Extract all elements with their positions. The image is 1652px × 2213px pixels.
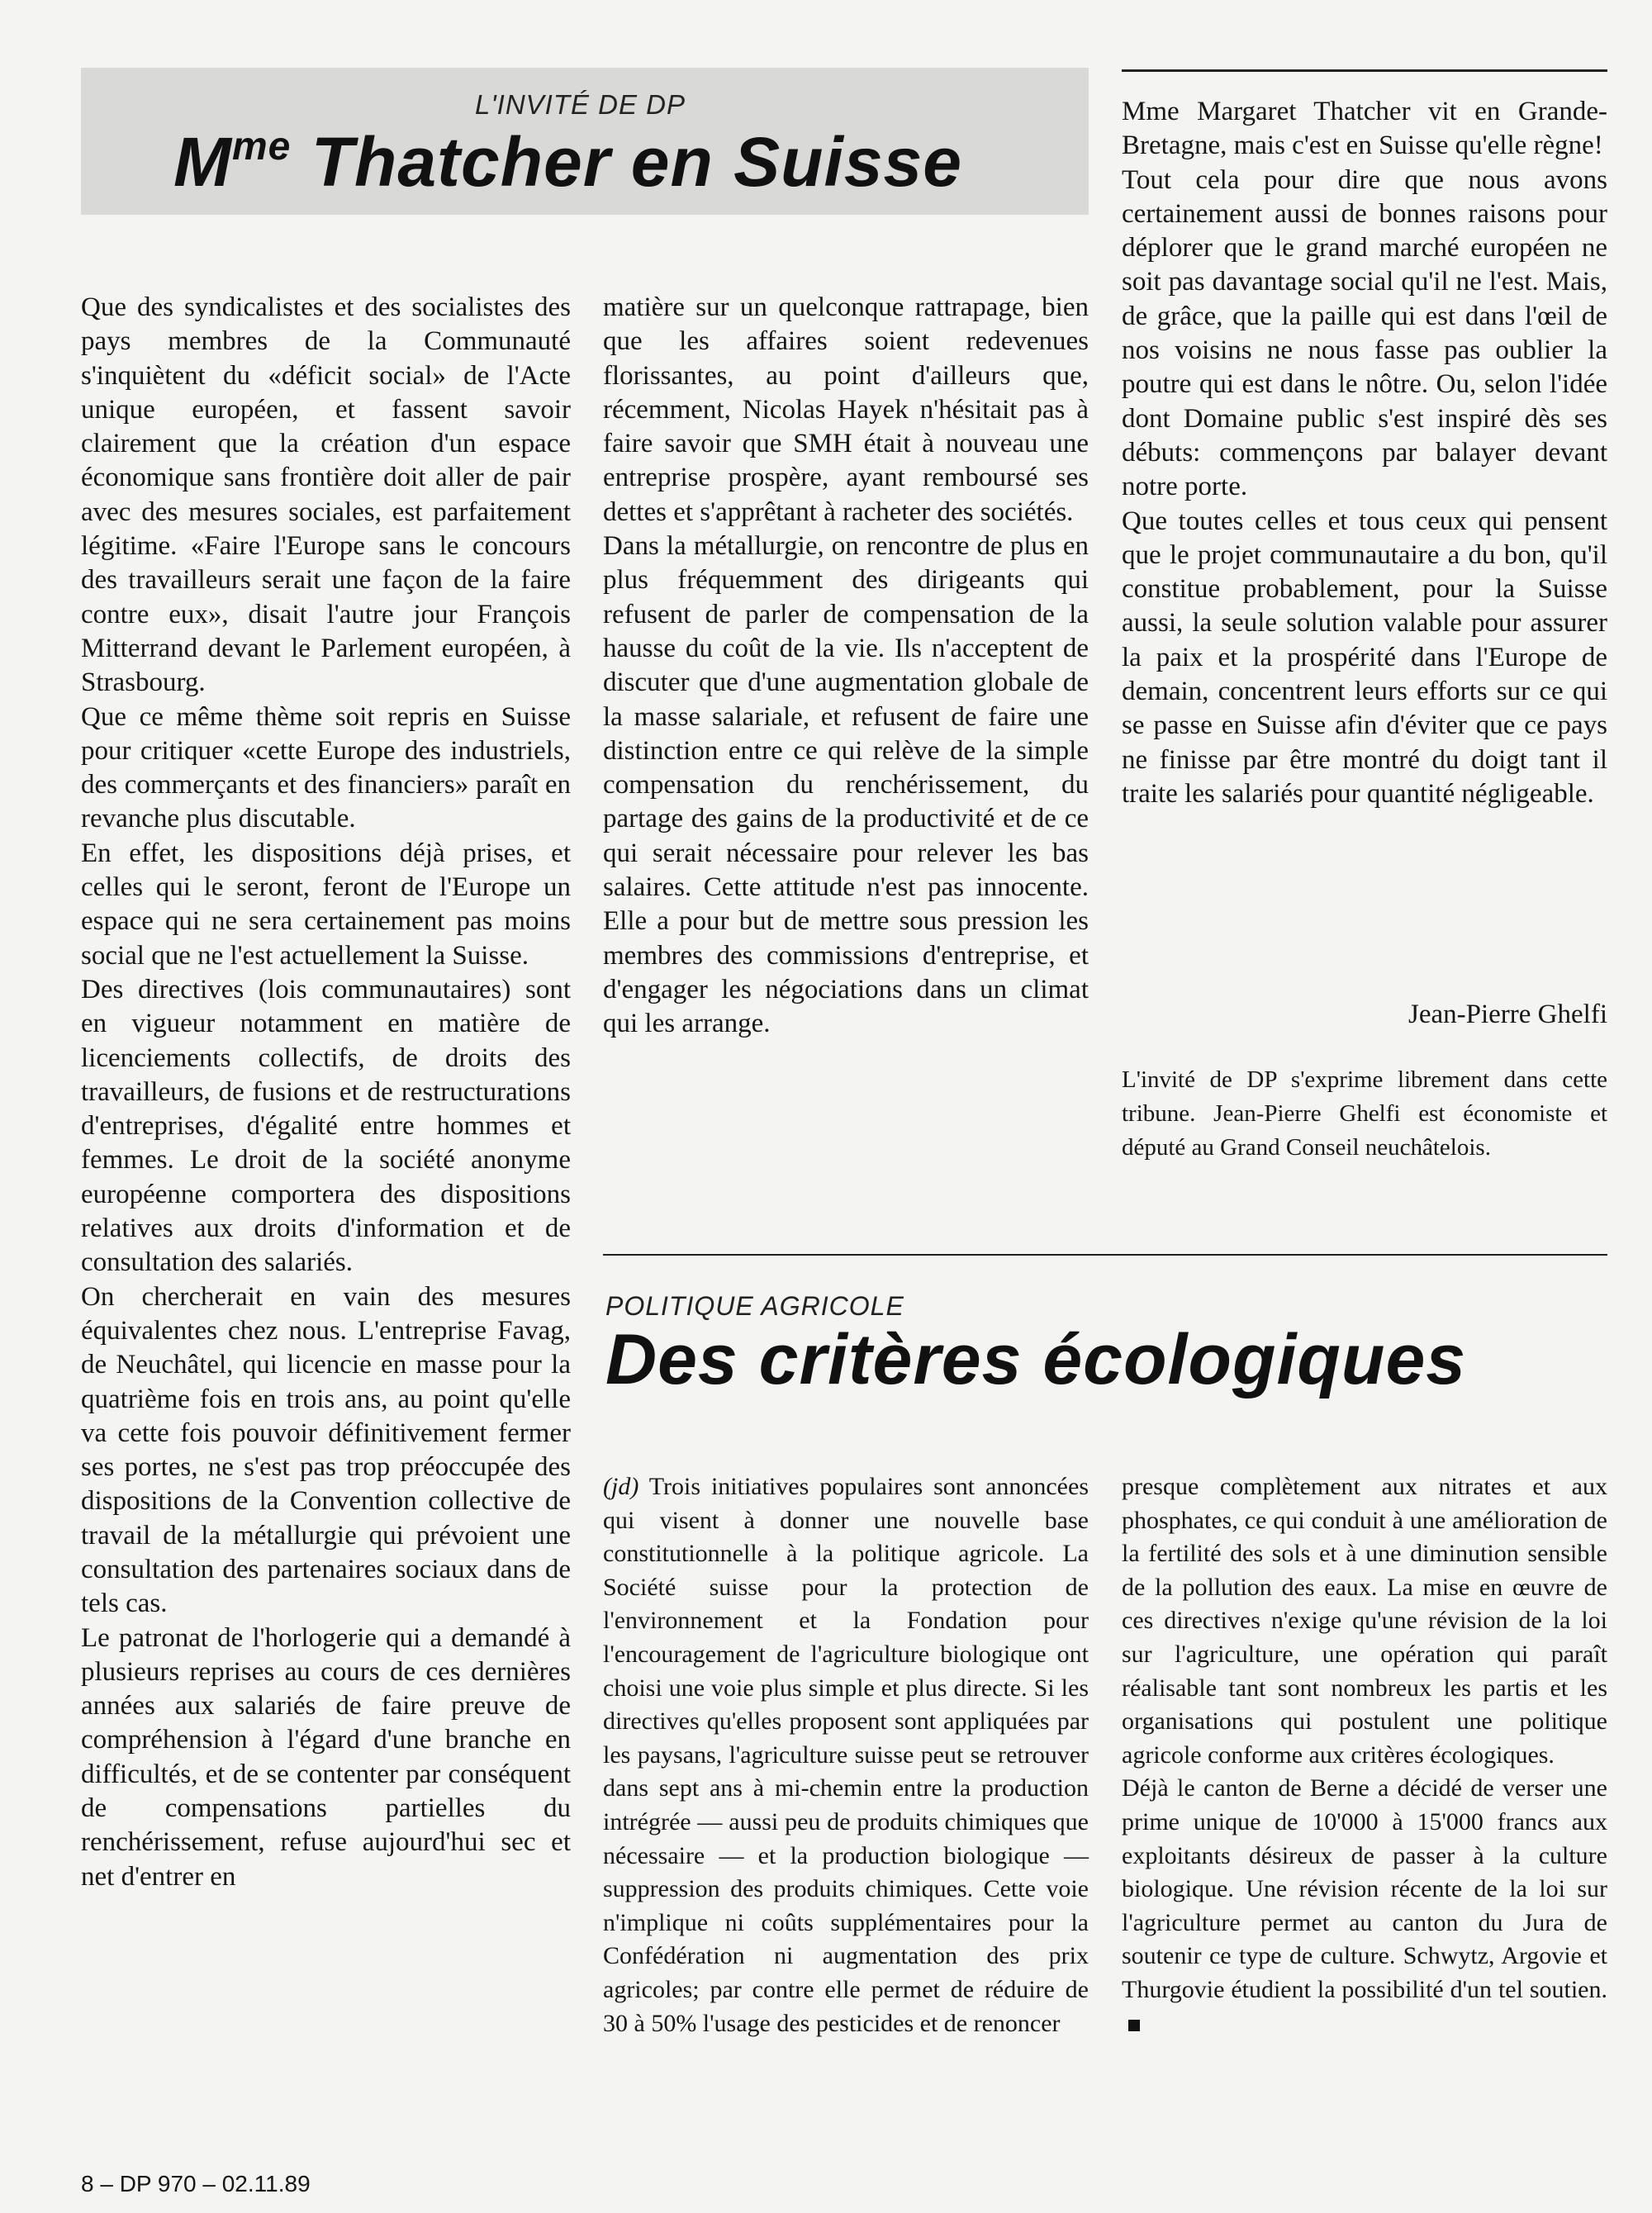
title-sup: me xyxy=(231,125,292,169)
article2-column-1 xyxy=(603,1470,1089,2040)
paragraph: Tout cela pour dire que nous avons certainement aussi de bonnes raisons pour déplorer que le grand marché européen ne soit pas davantage social qu'il ne l'est. Mais, de grâce, que la paille qui est dans l'œil de nos voisins ne nous fasse pas oublier la poutre qui est dans le nôtre. Ou, selon l'idée dont Domaine public s'est inspiré dès ses débuts: commençons par balayer devant notre porte. xyxy=(1122,164,1607,502)
paragraph: En effet, les dispositions déjà prises, et celles qui le seront, feront de l'Europe un espace qui ne sera certainement pas moins social que ne l'est actuellement la Suisse. xyxy=(81,838,571,971)
end-mark-icon xyxy=(1128,2020,1140,2031)
paragraph: Dans la métallurgie, on rencontre de plus en plus fréquemment des dirigeants qui refusent de parler de compensation de la hausse du coût de la vie. Ils n'acceptent de discuter que d'une augmentation globale de la masse salariale, et refusent de faire une distinction entre ce qui relève de la simple compensation du renchérissement, du partage des gains de la productivité et de ce qui serait nécessaire pour relever les bas salaires. Cette attitude n'est pas innocente. Elle a pour but de mettre sous pression les membres des commissions d'entreprise, et d'engager les négociations dans un climat qui les arrange. xyxy=(603,531,1089,1039)
paragraph: presque complètement aux nitrates et aux phosphates, ce qui conduit à une amélioration de la fertilité des sols et à une diminution sensible de la pollution des eaux. La mise en œuvre de ces directives n'exige qu'une révision de la loi sur l'agriculture, une opération qui paraît réalisable tant sont nombreux les partis et les organisations qui postulent une politique agricole conforme aux critères écologiques. xyxy=(1122,1473,1607,1769)
page-footer: 8 – DP 970 – 02.11.89 xyxy=(81,2171,311,2196)
paragraph: Mme Margaret Thatcher vit en Grande-Bretagne, mais c'est en Suisse qu'elle règne! xyxy=(1122,97,1607,161)
paragraph xyxy=(603,1470,1089,2040)
article2-kicker: POLITIQUE AGRICOLE xyxy=(605,1291,904,1321)
article1-column-3 xyxy=(1122,95,1607,811)
author-note xyxy=(1122,1063,1607,1165)
paragraph: Que toutes celles et tous ceux qui pensent que le projet communautaire a du bon, qu'il constitue probablement, pour la Suisse aussi, la seule solution valable pour assurer la paix et la prospérité dans l'Europe de demain, concentrent leurs efforts sur ce qui se passe en Suisse afin d'éviter que ce pays ne finisse par être montré du doigt tant il traite les salariés pour quantité négligeable. xyxy=(1122,506,1607,809)
author-note-text: L'invité de DP s'exprime librement dans cette tribune. Jean-Pierre Ghelfi est économiste et député au Grand Conseil neuchâtelois. xyxy=(1122,1066,1607,1161)
section-rule xyxy=(603,1254,1607,1256)
paragraph-text: Déjà le canton de Berne a décidé de verser une prime unique de 10'000 à 15'000 francs aux exploitants désireux de passer à la culture biologique. Une révision récente de la loi sur l'agriculture permet au canton du Jura de soutenir ce type de culture. Schwytz, Argovie et Thurgovie étudient la possibilité d'un tel soutien. xyxy=(1122,1774,1607,2003)
paragraph-text: Trois initiatives populaires sont annoncées qui visent à donner une nouvelle base constitutionnelle à la politique agricole. La Société suisse pour la protection de l'environnement et la Fondation pour l'encouragement de l'agriculture biologique ont choisi une voie plus simple et plus directe. Si les directives qu'elles proposent sont appliquées par les paysans, l'agriculture suisse peut se retrouver dans sept ans à mi-chemin entre la production intrégrée — aussi peu de produits chimiques que nécessaire — et la production biologique — suppression des produits chimiques. Cette voie n'implique ni coûts supplémentaires pour la Confédération ni augmentation des prix agricoles; par contre elle permet de réduire de 30 à 50% l'usage des pesticides et de renoncer xyxy=(603,1473,1089,2037)
paragraph: matière sur un quelconque rattrapage, bien que les affaires soient redevenues florissantes, au point d'ailleurs que, récemment, Nicolas Hayek n'hésitait pas à faire savoir que SMH était à nouveau une entreprise prospère, ayant remboursé ses dettes et s'apprêtant à racheter des sociétés. xyxy=(603,292,1089,527)
article1-title xyxy=(173,122,962,202)
paragraph: Le patronat de l'horlogerie qui a demandé à plusieurs reprises au cours de ces dernières années aux salariés de faire preuve de compréhension à l'égard d'une branche en difficultés, et de se contenter par conséquent de compensations partielles du renchérissement, refuse aujourd'hui sec et net d'entrer en xyxy=(81,1622,571,1892)
paragraph: On chercherait en vain des mesures équivalentes chez nous. L'entreprise Favag, de Neuchâtel, qui licencie en masse pour la quatrième fois en trois ans, au point qu'elle va cette fois pouvoir définitivement fermer ses portes, ne s'est pas trop préoccupée des dispositions de la Convention collective de travail de la métallurgie qui prévoient une consultation des partenaires sociaux dans de tels cas. xyxy=(81,1281,571,1619)
author-signature: Jean-Pierre Ghelfi xyxy=(1408,1000,1607,1029)
article1-kicker: L'INVITÉ DE DP xyxy=(475,89,686,120)
article2-column-2 xyxy=(1122,1470,1607,2040)
title-prefix: M xyxy=(173,123,232,201)
paragraph xyxy=(1122,1772,1607,2040)
article1-column-2 xyxy=(603,291,1089,1042)
paragraph: Que des syndicalistes et des socialistes des pays membres de la Communauté s'inquiètent du «déficit social» de l'Acte unique européen, et fassent savoir clairement que la création d'un espace économique sans frontière doit aller de pair avec des mesures sociales, est parfaitement légitime. «Faire l'Europe sans le concours des travailleurs serait une façon de la faire contre eux», disait l'autre jour François Mitterrand devant le Parlement européen, à Strasbourg. xyxy=(81,292,571,698)
author-initials: (jd) xyxy=(603,1473,639,1500)
paragraph: Des directives (lois communautaires) sont en vigueur notamment en matière de licenciements collectifs, de droits des travailleurs, de fusions et de restructurations d'entreprises, d'égalité entre hommes et femmes. Le droit de la société anonyme européenne comportera des dispositions relatives aux droits d'information et de consultation des salariés. xyxy=(81,974,571,1278)
article2-title: Des critères écologiques xyxy=(605,1320,1467,1399)
article1-column-1 xyxy=(81,291,571,1894)
column-top-rule xyxy=(1122,69,1607,72)
title-rest: Thatcher en Suisse xyxy=(291,123,962,201)
paragraph: Que ce même thème soit repris en Suisse pour critiquer «cette Europe des industriels, des commerçants et des financiers» paraît en revanche plus discutable. xyxy=(81,701,571,834)
